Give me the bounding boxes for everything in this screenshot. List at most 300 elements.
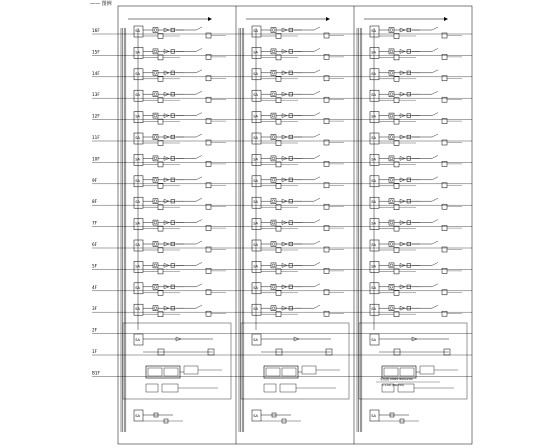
meter-box <box>271 284 276 289</box>
module-box <box>280 384 296 392</box>
box-label: SA <box>253 264 259 269</box>
meter-box <box>271 242 276 247</box>
equipment-area <box>359 323 467 399</box>
terminal-box <box>206 183 211 188</box>
meter-box <box>389 92 394 97</box>
floor-unit <box>134 154 226 167</box>
floor-unit <box>370 69 462 82</box>
outlet-box <box>394 205 399 210</box>
floor-unit <box>134 219 226 232</box>
floor-label: 7F <box>92 220 98 226</box>
drop-line <box>196 241 202 244</box>
meter-box <box>271 113 276 118</box>
drop-line <box>196 262 202 265</box>
meter-box <box>153 49 158 54</box>
meter-box <box>153 306 158 311</box>
outlet-box <box>394 98 399 103</box>
meter-icon <box>272 71 275 74</box>
meter-box <box>389 263 394 268</box>
floor-unit <box>252 283 344 296</box>
module-box <box>164 368 178 376</box>
drop-line <box>196 305 202 308</box>
outlet-box <box>158 269 163 274</box>
terminal-box <box>442 54 447 59</box>
floor-label: 16F <box>92 28 100 33</box>
box-label: SA <box>371 93 377 98</box>
drop-line <box>314 48 320 51</box>
meter-box <box>271 263 276 268</box>
meter-box <box>153 242 158 247</box>
terminal-box <box>206 204 211 209</box>
floor-unit <box>252 261 344 274</box>
outlet-box <box>276 269 281 274</box>
floor-unit <box>134 197 226 210</box>
meter-box <box>389 220 394 225</box>
meter-box <box>271 199 276 204</box>
terminal-box <box>442 33 447 38</box>
terminal-box <box>324 140 329 145</box>
module-box <box>162 384 178 392</box>
outlet-box <box>394 162 399 167</box>
box-label: SA <box>135 71 141 76</box>
drop-line <box>432 262 438 265</box>
floor-unit <box>252 26 344 39</box>
floor-label: 10F <box>92 156 100 162</box>
outlet-box <box>276 162 281 167</box>
box-label: SA <box>253 93 259 98</box>
meter-icon <box>154 307 157 310</box>
floor-unit <box>134 47 226 60</box>
meter-icon <box>154 93 157 96</box>
drop-line <box>314 220 320 223</box>
meter-icon <box>390 221 393 224</box>
floor-unit <box>252 240 344 253</box>
floor-label: B1F <box>92 370 100 376</box>
box-label: SA <box>253 157 259 162</box>
arrow-icon <box>326 17 330 21</box>
meter-box <box>389 113 394 118</box>
box-label: SA <box>135 93 141 98</box>
meter-icon <box>154 200 157 203</box>
meter-box <box>153 284 158 289</box>
box-label: SA <box>371 200 377 205</box>
floor-unit <box>134 240 226 253</box>
meter-box <box>153 199 158 204</box>
box-label: SA <box>371 414 377 418</box>
drop-line <box>314 91 320 94</box>
floor-unit <box>252 133 344 146</box>
terminal-box <box>442 247 447 252</box>
equipment-area <box>123 323 231 399</box>
floor-unit <box>134 26 226 39</box>
box-label: SA <box>371 157 377 162</box>
floor-unit <box>370 410 419 423</box>
equipment-block <box>241 323 349 399</box>
terminal-box <box>324 119 329 124</box>
terminal-box <box>206 97 211 102</box>
meter-icon <box>154 136 157 139</box>
meter-box <box>389 284 394 289</box>
meter-box <box>389 156 394 161</box>
outlet-box <box>158 290 163 295</box>
meter-box <box>271 49 276 54</box>
floor-unit <box>370 112 462 125</box>
box-label: SA <box>135 414 141 418</box>
box-label: SA <box>371 71 377 76</box>
floor-unit <box>134 112 226 125</box>
box-label: SA <box>135 307 141 312</box>
arrow-icon <box>444 17 448 21</box>
drop-line <box>432 27 438 30</box>
floor-unit <box>252 90 344 103</box>
box-label: SA <box>253 114 259 119</box>
meter-icon <box>272 264 275 267</box>
floor-unit <box>370 176 462 189</box>
module-box <box>148 368 162 376</box>
meter-box <box>271 135 276 140</box>
terminal-box <box>442 76 447 81</box>
drop-line <box>432 91 438 94</box>
meter-icon <box>154 114 157 117</box>
drop-line <box>196 155 202 158</box>
box-label: SA <box>135 50 141 55</box>
box-label: SA <box>253 307 259 312</box>
drop-line <box>432 70 438 73</box>
drop-line <box>432 284 438 287</box>
meter-icon <box>390 307 393 310</box>
outlet-box <box>158 205 163 210</box>
outlet-box <box>276 76 281 81</box>
outlet-box <box>394 226 399 231</box>
meter-icon <box>272 307 275 310</box>
drop-line <box>314 155 320 158</box>
outlet-box <box>276 119 281 124</box>
floor-label: 3F <box>92 306 98 312</box>
floor-unit <box>252 112 344 125</box>
drop-line <box>314 113 320 116</box>
meter-box <box>271 70 276 75</box>
module-box <box>400 368 414 376</box>
meter-icon <box>272 285 275 288</box>
meter-box <box>271 177 276 182</box>
floor-unit <box>370 90 462 103</box>
floor-unit <box>252 176 344 189</box>
floor-unit <box>370 154 462 167</box>
outlet-box <box>394 183 399 188</box>
box-label: SA <box>253 243 259 247</box>
outlet-box <box>276 312 281 317</box>
meter-icon <box>390 157 393 160</box>
outlet-box <box>158 55 163 60</box>
terminal-box <box>206 290 211 295</box>
drop-line <box>196 70 202 73</box>
outlet-box <box>276 55 281 60</box>
meter-box <box>153 135 158 140</box>
terminal-box <box>324 33 329 38</box>
meter-icon <box>390 93 393 96</box>
riser-column <box>121 17 231 432</box>
box-label: SA <box>135 114 141 119</box>
headend-panel <box>264 366 298 378</box>
floor-label: 4F <box>92 284 98 290</box>
meter-icon <box>272 157 275 160</box>
equipment-block <box>359 323 467 399</box>
terminal-box <box>442 183 447 188</box>
terminal-box <box>324 311 329 316</box>
terminal-box <box>206 226 211 231</box>
drop-line <box>432 241 438 244</box>
equipment-block <box>123 323 231 399</box>
drop-line <box>196 198 202 201</box>
floor-unit <box>252 197 344 210</box>
drop-line <box>432 220 438 223</box>
outlet-box <box>158 162 163 167</box>
meter-box <box>153 113 158 118</box>
floor-unit <box>134 283 226 296</box>
box-label: SA <box>371 285 377 290</box>
box-label: SA <box>371 243 377 247</box>
floor-unit <box>370 261 462 274</box>
floor-label: 5F <box>92 263 98 269</box>
meter-box <box>389 49 394 54</box>
box-label: SA <box>371 338 377 342</box>
meter-icon <box>390 114 393 117</box>
floor-unit <box>134 410 183 423</box>
terminal-box <box>206 268 211 273</box>
header-title: —— 图例 <box>90 1 112 7</box>
drop-line <box>314 27 320 30</box>
drop-line <box>314 262 320 265</box>
terminal-box <box>324 290 329 295</box>
box-label: SA <box>135 285 141 290</box>
drop-line <box>314 177 320 180</box>
terminal-box <box>324 183 329 188</box>
terminal-box <box>324 54 329 59</box>
terminal-box <box>206 33 211 38</box>
floor-unit <box>134 176 226 189</box>
box-label: SA <box>135 243 141 247</box>
terminal-box <box>324 161 329 166</box>
terminal-box <box>442 140 447 145</box>
floor-unit <box>134 304 226 317</box>
box-label: SA <box>371 50 377 55</box>
meter-icon <box>154 29 157 32</box>
outlet-box <box>158 141 163 146</box>
outlet-box <box>394 119 399 124</box>
meter-icon <box>154 178 157 181</box>
box-label: SA <box>371 136 377 140</box>
outlet-box <box>276 290 281 295</box>
box-label: SA <box>135 136 141 140</box>
outlet-box <box>394 312 399 317</box>
outlet-box <box>158 312 163 317</box>
floor-label: 9F <box>92 177 98 183</box>
terminal-box <box>442 97 447 102</box>
floor-unit <box>134 69 226 82</box>
floor-labels <box>92 28 101 375</box>
box-label: SA <box>371 307 377 312</box>
meter-box <box>389 28 394 33</box>
terminal-box <box>324 226 329 231</box>
floor-unit <box>252 219 344 232</box>
terminal-box <box>442 119 447 124</box>
meter-icon <box>272 50 275 53</box>
outlet-box <box>394 248 399 253</box>
box-label: SA <box>135 221 141 226</box>
headend-panel <box>146 366 180 378</box>
terminal-box <box>206 76 211 81</box>
meter-icon <box>154 243 157 246</box>
meter-box <box>271 220 276 225</box>
meter-icon <box>154 264 157 267</box>
box-label: SA <box>253 221 259 226</box>
outlet-box <box>276 98 281 103</box>
box-label: SA <box>135 157 141 162</box>
module-box <box>264 384 276 392</box>
drop-line <box>432 177 438 180</box>
drop-line <box>314 70 320 73</box>
terminal-box <box>324 97 329 102</box>
floor-label: 13F <box>92 92 100 98</box>
riser-column <box>239 17 349 432</box>
box-label: SA <box>253 50 259 55</box>
terminal-box <box>206 311 211 316</box>
meter-box <box>389 70 394 75</box>
drop-line <box>196 284 202 287</box>
meter-icon <box>272 114 275 117</box>
meter-box <box>153 92 158 97</box>
module-box <box>184 366 198 374</box>
box-label: SA <box>371 114 377 119</box>
terminal-box <box>442 226 447 231</box>
floor-label: 1F <box>92 349 98 354</box>
terminal-box <box>206 161 211 166</box>
terminal-box <box>442 311 447 316</box>
drop-line <box>196 113 202 116</box>
module-box <box>146 384 158 392</box>
drop-line <box>196 177 202 180</box>
meter-box <box>389 177 394 182</box>
floor-unit <box>252 304 344 317</box>
meter-box <box>271 92 276 97</box>
floor-unit <box>370 283 462 296</box>
outlet-box <box>276 205 281 210</box>
drop-line <box>432 113 438 116</box>
meter-box <box>153 70 158 75</box>
drop-line <box>196 220 202 223</box>
box-label: SA <box>253 414 259 418</box>
meter-icon <box>154 71 157 74</box>
box-label: SA <box>253 200 259 205</box>
terminal-box <box>442 161 447 166</box>
drop-line <box>432 305 438 308</box>
meter-icon <box>390 243 393 246</box>
meter-icon <box>390 264 393 267</box>
floor-unit <box>370 47 462 60</box>
drop-line <box>314 305 320 308</box>
floor-unit <box>134 133 226 146</box>
outlet-box <box>394 34 399 39</box>
drop-line <box>314 284 320 287</box>
floor-unit <box>252 47 344 60</box>
meter-icon <box>390 71 393 74</box>
terminal-box <box>442 268 447 273</box>
floor-label: 6F <box>92 242 98 247</box>
terminal-box <box>324 268 329 273</box>
legend-line: 1:100 (DN150) <box>382 383 405 387</box>
meter-icon <box>390 136 393 139</box>
outlet-box <box>276 248 281 253</box>
meter-icon <box>154 285 157 288</box>
outlet-box <box>158 76 163 81</box>
meter-icon <box>272 221 275 224</box>
meter-box <box>389 242 394 247</box>
outlet-box <box>158 226 163 231</box>
meter-icon <box>390 29 393 32</box>
legend-line: 系统图 DN65 800x200 <box>380 377 413 381</box>
meter-icon <box>390 178 393 181</box>
outlet-box <box>276 141 281 146</box>
box-label: SA <box>135 338 141 342</box>
meter-icon <box>272 29 275 32</box>
floor-unit <box>370 197 462 210</box>
box-label: SA <box>253 71 259 76</box>
floor-label: 11F <box>92 135 100 140</box>
floor-unit <box>370 219 462 232</box>
arrow-icon <box>208 17 212 21</box>
module-box <box>384 368 398 376</box>
meter-box <box>153 156 158 161</box>
floor-unit <box>370 240 462 253</box>
outlet-box <box>276 183 281 188</box>
meter-box <box>153 28 158 33</box>
terminal-box <box>206 119 211 124</box>
box-label: SA <box>135 29 141 33</box>
module-box <box>420 366 434 374</box>
drop-line <box>314 241 320 244</box>
outlet-box <box>158 98 163 103</box>
outlet-box <box>394 141 399 146</box>
box-label: SA <box>371 178 377 183</box>
terminal-box <box>442 290 447 295</box>
terminal-box <box>324 204 329 209</box>
terminal-box <box>206 140 211 145</box>
outlet-box <box>394 290 399 295</box>
terminal-box <box>442 204 447 209</box>
meter-box <box>271 28 276 33</box>
meter-icon <box>272 243 275 246</box>
outlet-box <box>158 119 163 124</box>
box-label: SA <box>253 338 259 342</box>
floor-unit <box>370 304 462 317</box>
outlet-box <box>158 183 163 188</box>
floor-unit <box>134 261 226 274</box>
box-label: SA <box>135 178 141 183</box>
meter-icon <box>390 200 393 203</box>
outlet-box <box>394 76 399 81</box>
legend <box>376 376 440 387</box>
meter-icon <box>390 285 393 288</box>
box-label: SA <box>371 29 377 33</box>
meter-box <box>153 177 158 182</box>
meter-icon <box>272 93 275 96</box>
meter-box <box>153 220 158 225</box>
floor-label: 8F <box>92 199 98 205</box>
equipment-area <box>241 323 349 399</box>
terminal-box <box>324 76 329 81</box>
meter-icon <box>154 221 157 224</box>
floor-unit <box>252 410 301 423</box>
